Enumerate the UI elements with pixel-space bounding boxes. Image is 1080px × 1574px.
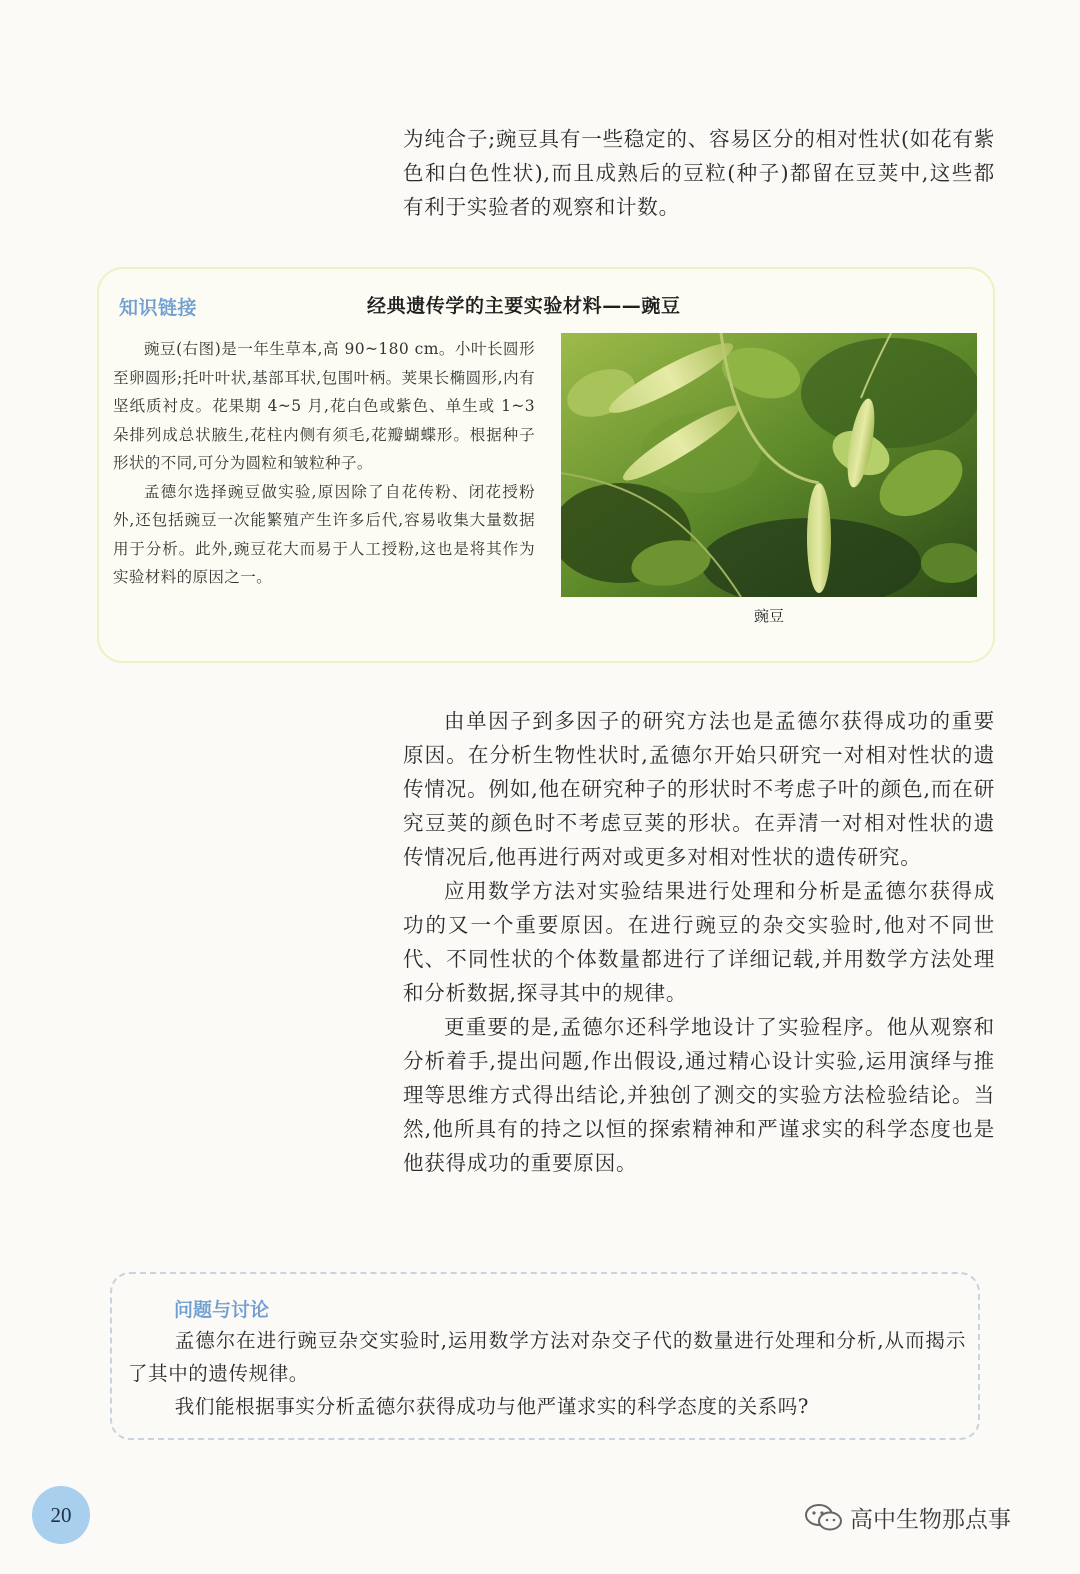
top-paragraph: 为纯合子;豌豆具有一些稳定的、容易区分的相对性状(如花有紫色和白色性状),而且成熟后的豆粒(种子)都留在豆荚中,这些都有利于实验者的观察和计数。 [403, 127, 995, 219]
page-number: 20 [32, 1486, 90, 1544]
photo-caption: 豌豆 [753, 607, 784, 625]
knowledge-link-paragraph: 豌豆(右图)是一年生草本,高 90~180 cm。小叶长圆形至卵圆形;托叶叶状,基部耳状,包围叶柄。荚果长椭圆形,内有坚纸质衬皮。花果期 4~5 月,花白色或紫色、单生或 1~3 朵排列成总状腋生,花柱内侧有须毛,花瓣蝴蝶形。根据种子形状的不同,可分为圆粒和皱粒种子。 [113, 340, 535, 472]
knowledge-link-title: 经典遗传学的主要实验材料——豌豆 [367, 295, 681, 317]
top-paragraph-block [403, 122, 995, 224]
body-text-block [403, 704, 995, 1180]
discussion-box [110, 1272, 980, 1440]
discussion-paragraph: 我们能根据事实分析孟德尔获得成功与他严谨求实的科学态度的关系吗? [174, 1395, 809, 1418]
knowledge-link-text [113, 335, 535, 592]
body-paragraph: 更重要的是,孟德尔还科学地设计了实验程序。他从观察和分析着手,提出问题,作出假设,通过精心设计实验,运用演绎与推理等思维方式得出结论,并独创了测交的实验方法检验结论。当然,他所具有的持之以恒的探索精神和严谨求实的科学态度也是他获得成功的重要原因。 [403, 1015, 995, 1175]
discussion-heading: 问题与讨论 [174, 1299, 270, 1321]
body-paragraph: 应用数学方法对实验结果进行处理和分析是孟德尔获得成功的又一个重要原因。在进行豌豆的杂交实验时,他对不同世代、不同性状的个体数量都进行了详细记载,并用数学方法处理和分析数据,探寻其中的规律。 [403, 879, 995, 1005]
pea-plant-illustration [561, 333, 977, 597]
knowledge-link-box [97, 267, 995, 663]
discussion-paragraph: 孟德尔在进行豌豆杂交实验时,运用数学方法对杂交子代的数量进行处理和分析,从而揭示了其中的遗传规律。 [128, 1329, 966, 1385]
wechat-icon [804, 1503, 844, 1533]
discussion-text [128, 1324, 966, 1423]
knowledge-link-paragraph: 孟德尔选择豌豆做实验,原因除了自花传粉、闭花授粉外,还包括豌豆一次能繁殖产生许多后代,容易收集大量数据用于分析。此外,豌豆花大而易于人工授粉,这也是将其作为实验材料的原因之一。 [113, 482, 535, 586]
pea-plant-photo [561, 333, 977, 597]
knowledge-link-heading: 知识链接 [119, 297, 198, 319]
body-paragraph: 由单因子到多因子的研究方法也是孟德尔获得成功的重要原因。在分析生物性状时,孟德尔开始只研究一对相对性状的遗传情况。例如,他在研究种子的形状时不考虑子叶的颜色,而在研究豆荚的颜色时不考虑豆荚的形状。在弄清一对相对性状的遗传情况后,他再进行两对或更多对相对性状的遗传研究。 [403, 709, 995, 869]
watermark-text: 高中生物那点事 [850, 1507, 1011, 1533]
watermark [804, 1501, 1011, 1534]
